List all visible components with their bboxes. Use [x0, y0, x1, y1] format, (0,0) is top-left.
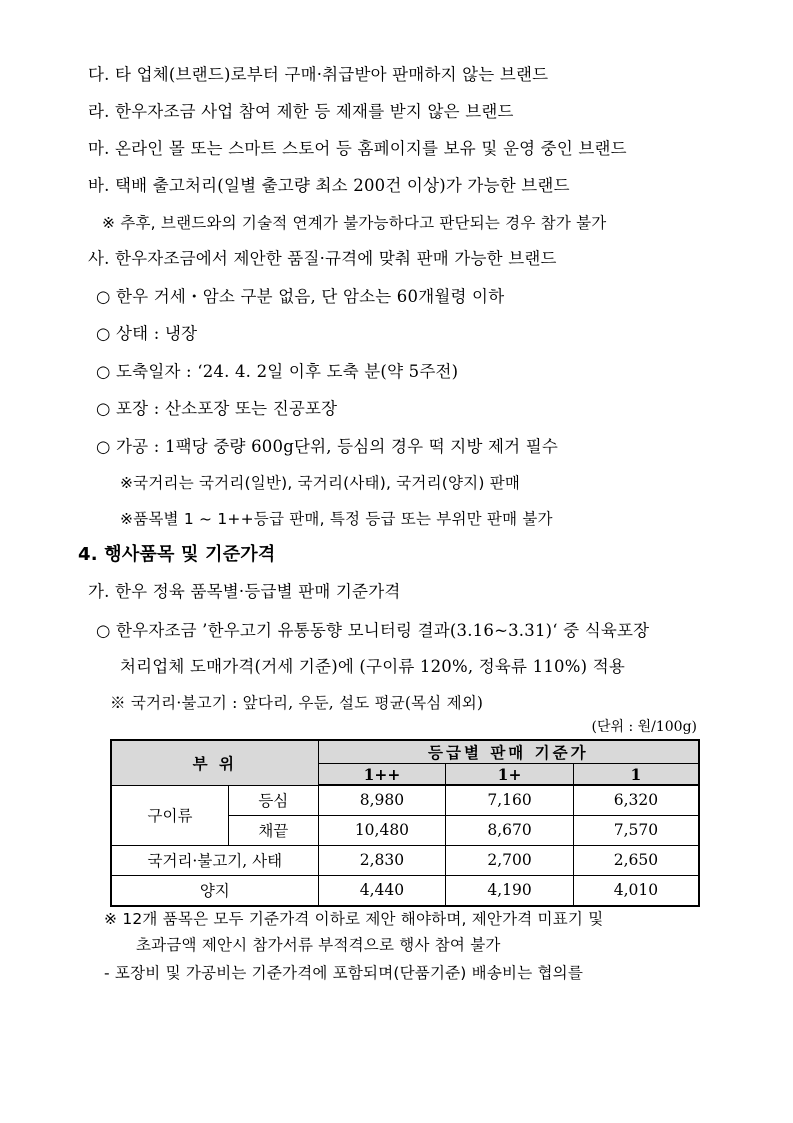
- condition-ba: 바. 택배 출고처리(일별 출고량 최소 200건 이상)가 가능한 브랜드: [88, 176, 570, 195]
- header-grade: 등급별 판매 기준가: [318, 740, 699, 764]
- row-label: 채끝: [229, 815, 319, 845]
- condition-ma: 마. 온라인 몰 또는 스마트 스토어 등 홈페이지를 보유 및 운영 중인 브랜드: [88, 139, 627, 158]
- table-row: [111, 785, 699, 815]
- cell-value: 10,480: [318, 815, 446, 845]
- spec-note-grade: ※품목별 1 ~ 1++등급 판매, 특정 등급 또는 부위만 판매 불가: [120, 510, 553, 528]
- spec-slaughter-date: ○ 도축일자 : ‘24. 4. 2일 이후 도축 분(약 5주전): [96, 362, 459, 381]
- table-note-line2: 초과금액 제안시 참가서류 부적격으로 행사 참여 불가: [136, 936, 501, 954]
- cell-value: 7,570: [573, 815, 699, 845]
- cell-value: 6,320: [573, 785, 699, 815]
- cell-value: 8,980: [318, 785, 446, 815]
- table-row: [111, 845, 699, 875]
- spec-note-soup: ※국거리는 국거리(일반), 국거리(사태), 국거리(양지) 판매: [120, 474, 521, 492]
- spec-cattle: ○ 한우 거세・암소 구분 없음, 단 암소는 60개월령 이하: [96, 287, 505, 306]
- grade-1p: 1+: [446, 764, 574, 786]
- row-label: 등심: [229, 785, 319, 815]
- condition-ra: 라. 한우자조금 사업 참여 제한 등 제재를 받지 않은 브랜드: [88, 102, 514, 121]
- cell-value: 2,650: [573, 845, 699, 875]
- table-note-line1: ※ 12개 품목은 모두 기준가격 이하로 제안 해야하며, 제안가격 미표기 및: [104, 910, 604, 928]
- price-basis-line2: 처리업체 도매가격(거세 기준)에 (구이류 120%, 정육류 110%) 적용: [120, 657, 625, 676]
- section-heading: 4. 행사품목 및 기준가격: [78, 544, 276, 565]
- subsection-ga: 가. 한우 정육 품목별·등급별 판매 기준가격: [88, 582, 401, 601]
- cell-value: 4,440: [318, 875, 446, 906]
- condition-ba-note: ※ 추후, 브랜드와의 기술적 연계가 불가능하다고 판단되는 경우 참가 불가: [102, 214, 607, 232]
- cell-value: 8,670: [446, 815, 574, 845]
- grade-1pp: 1++: [318, 764, 446, 786]
- cell-value: 7,160: [446, 785, 574, 815]
- price-basis-note: ※ 국거리·불고기 : 앞다리, 우둔, 설도 평균(목심 제외): [110, 694, 484, 712]
- spec-packaging: ○ 포장 : 산소포장 또는 진공포장: [96, 399, 338, 418]
- cell-value: 4,010: [573, 875, 699, 906]
- cell-value: 2,830: [318, 845, 446, 875]
- table-row: [111, 875, 699, 906]
- group-grill: 구이류: [111, 785, 229, 845]
- spec-processing: ○ 가공 : 1팩당 중량 600g단위, 등심의 경우 떡 지방 제거 필수: [96, 437, 559, 456]
- row-label: 국거리·불고기, 사태: [111, 845, 318, 875]
- header-part: 부 위: [111, 740, 318, 785]
- condition-sa: 사. 한우자조금에서 제안한 품질·규격에 맞춰 판매 가능한 브랜드: [88, 249, 557, 268]
- spec-state: ○ 상태 : 냉장: [96, 324, 198, 343]
- cell-value: 2,700: [446, 845, 574, 875]
- price-basis-line1: ○ 한우자조금 ’한우고기 유통동향 모니터링 결과(3.16~3.31)‘ 중 식육포장: [96, 621, 650, 640]
- row-label: 양지: [111, 875, 318, 906]
- table-note-packaging: - 포장비 및 가공비는 기준가격에 포함되며(단품기준) 배송비는 협의를: [104, 964, 584, 982]
- price-table: [110, 739, 700, 907]
- grade-1: 1: [573, 764, 699, 786]
- cell-value: 4,190: [446, 875, 574, 906]
- condition-da: 다. 타 업체(브랜드)로부터 구매·취급받아 판매하지 않는 브랜드: [88, 65, 549, 84]
- unit-label: (단위 : 원/100g): [591, 719, 697, 735]
